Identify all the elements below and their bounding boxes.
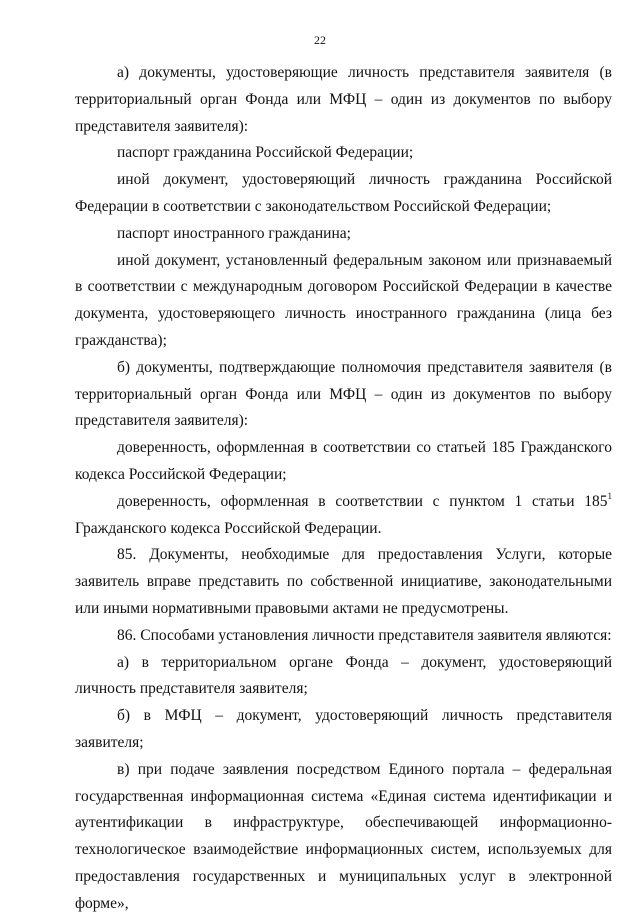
paragraph-86-a: а) в территориальном органе Фонда – документ, удостоверяющий личность представителя заявителя; (75, 653, 612, 698)
paragraph-power-of-attorney-185-1 (75, 489, 612, 543)
paragraph-power-of-attorney-185: доверенность, оформленная в соответствии со статьей 185 Гражданского кодекса Российской Федерации; (75, 439, 612, 483)
poa-superscript: 1 (607, 490, 612, 501)
paragraph-86: 86. Способами установления личности представителя заявителя являются: (117, 626, 612, 644)
paragraph-86-b: б) в МФЦ – документ, удостоверяющий личность представителя заявителя; (75, 707, 612, 751)
paragraph-86-v: в) при подаче заявления посредством Единого портала – федеральная государственная информационная система «Единая система идентификации и аутентификации в инфраструктуре, обеспечивающей информационно-технологическое взаимодействие информационных систем, используемых для предоставления государственных и муниципальных услуг в электронной форме», (75, 760, 612, 912)
paragraph-a-identity-documents: а) документы, удостоверяющие личность представителя заявителя (в территориальный орган Фонда или МФЦ – один из документов по выбору представителя заявителя): (75, 64, 612, 135)
paragraph-foreign-passport: паспорт иностранного гражданина; (117, 224, 351, 242)
poa-text-before: доверенность, оформленная в соответствии с пунктом 1 статьи 185 (117, 492, 608, 510)
document-body (75, 60, 612, 918)
paragraph-b-authority-documents: б) документы, подтверждающие полномочия представителя заявителя (в территориальный орган Фонда или МФЦ – один из документов по выбору представителя заявителя): (75, 358, 612, 430)
paragraph-other-russian-id: иной документ, удостоверяющий личность гражданина Российской Федерации в соответствии с законодательством Российской Федерации; (75, 171, 612, 215)
poa-text-after: Гражданского кодекса Российской Федерации. (75, 519, 382, 537)
paragraph-85: 85. Документы, необходимые для предоставления Услуги, которые заявитель вправе представить по собственной инициативе, законодательными или иными нормативными правовыми актами не предусмотрены. (75, 546, 612, 617)
paragraph-other-foreign-id: иной документ, установленный федеральным законом или признаваемый в соответствии с международным договором Российской Федерации в качестве документа, удостоверяющего личность иностранного гражданина (лица без гражданства); (75, 251, 612, 349)
page-number: 22 (314, 33, 326, 47)
paragraph-russian-passport: паспорт гражданина Российской Федерации; (117, 144, 414, 162)
